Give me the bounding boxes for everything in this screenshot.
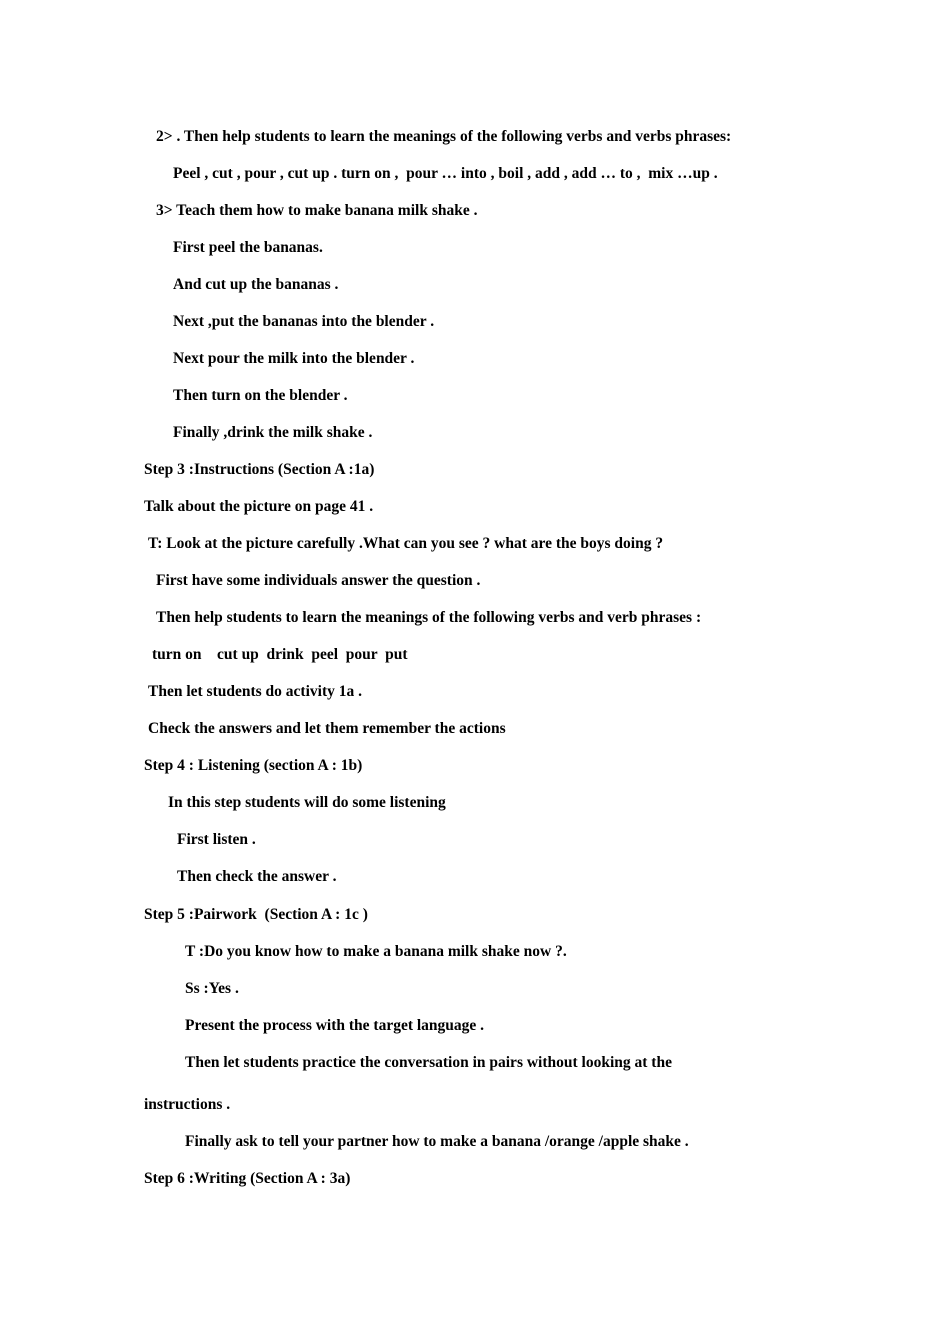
text-line-step-put: Next ,put the bananas into the blender . [173,313,435,330]
text-line-step-peel: First peel the bananas. [173,239,323,256]
text-line-phrase-list: turn on cut up drink peel pour put [152,646,408,663]
text-line-verbs-intro: 2> . Then help students to learn the meanings of the following verbs and verbs phrases: [156,128,732,145]
text-line-verb-list: Peel , cut , pour , cut up . turn on , pour … into , boil , add , add … to , mix …up . [173,165,718,182]
text-line-students-reply: Ss :Yes . [185,980,239,997]
text-line-practice-pairs: Then let students practice the conversation in pairs without looking at the [185,1054,672,1071]
section-heading-step-3: Step 3 :Instructions (Section A :1a) [144,461,375,478]
text-line-step-drink: Finally ,drink the milk shake . [173,424,373,441]
text-line-individuals-answer: First have some individuals answer the question . [156,572,481,589]
text-line-step-pour: Next pour the milk into the blender . [173,350,415,367]
text-line-activity-1a: Then let students do activity 1a . [148,683,362,700]
text-line-listening-intro: In this step students will do some listening [168,794,446,811]
section-heading-step-5: Step 5 :Pairwork (Section A : 1c ) [144,906,368,923]
text-line-instructions: instructions . [144,1096,231,1113]
text-line-learn-meanings: Then help students to learn the meanings of the following verbs and verb phrases : [156,609,702,626]
section-heading-step-6: Step 6 :Writing (Section A : 3a) [144,1170,351,1187]
text-line-tell-partner: Finally ask to tell your partner how to make a banana /orange /apple shake . [185,1133,689,1150]
text-line-step-cut: And cut up the bananas . [173,276,339,293]
text-line-first-listen: First listen . [177,831,256,848]
text-line-check-answers: Check the answers and let them remember the actions [148,720,506,737]
text-line-teach-milk-shake: 3> Teach them how to make banana milk shake . [156,202,478,219]
section-heading-step-4: Step 4 : Listening (section A : 1b) [144,757,363,774]
text-line-step-turn-on: Then turn on the blender . [173,387,348,404]
text-line-check-answer: Then check the answer . [177,868,337,885]
text-line-teacher-question: T: Look at the picture carefully .What can you see ? what are the boys doing ? [148,535,664,552]
text-line-talk-picture: Talk about the picture on page 41 . [144,498,374,515]
text-line-present-process: Present the process with the target language . [185,1017,485,1034]
text-line-teacher-prompt: T :Do you know how to make a banana milk shake now ?. [185,943,567,960]
